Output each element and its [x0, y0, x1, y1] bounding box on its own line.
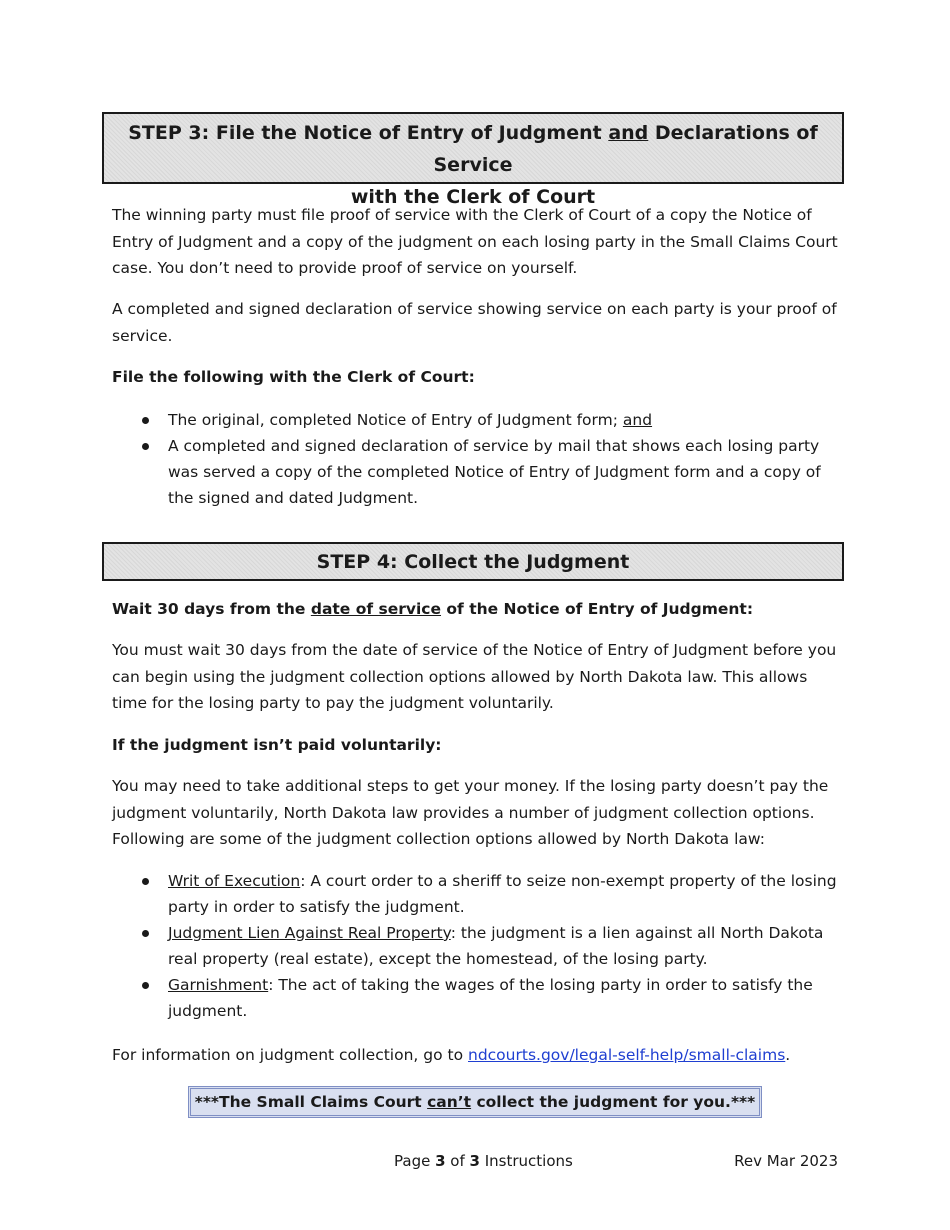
unpaid-paragraph: You may need to take additional steps to get your money. If the losing party doesn’t pay the judgment voluntarily, North Dakota law provides a number of judgment collection options. Following are some of the judgment collection options allowed by North Dakota law: [112, 777, 829, 848]
of-label: of [445, 1152, 470, 1170]
wait-paragraph: You must wait 30 days from the date of service of the Notice of Entry of Judgment before you can begin using the judgment collection options allowed by North Dakota law. This allows time for the losing party to pay the judgment voluntarily. [112, 641, 837, 712]
wait-heading-part2: of the Notice of Entry of Judgment: [441, 600, 754, 618]
step3-paragraph-2: A completed and signed declaration of service showing service on each party is your proof of service. [112, 300, 837, 345]
notice-part2: collect the judgment for you.*** [471, 1093, 756, 1111]
file-list-item-2 [140, 433, 840, 511]
wait-heading [112, 596, 840, 623]
option-judgment-lien [140, 920, 840, 972]
wait-heading-underline: date of service [310, 600, 442, 618]
page-label: Page [394, 1152, 436, 1170]
option-term: Garnishment [168, 976, 269, 994]
step4-title: STEP 4: Collect the Judgment [316, 551, 630, 573]
wait-heading-part1: Wait 30 days from the [112, 600, 311, 618]
step3-title-part1: STEP 3: File the Notice of Entry of Judgment [128, 122, 609, 144]
file-list-item-1 [140, 407, 840, 433]
page-num: 3 [435, 1152, 446, 1170]
step4-header [102, 542, 844, 581]
notice-part1: ***The Small Claims Court [194, 1093, 428, 1111]
option-desc: : The act of taking the wages of the losing party in order to satisfy the judgment. [168, 976, 813, 1020]
option-garnishment [140, 972, 840, 1024]
file-list [140, 407, 840, 511]
step3-paragraph-1: The winning party must file proof of service with the Clerk of Court of a copy the Notice of Entry of Judgment and a copy of the judgment on each losing party in the Small Claims Court case. You don’t need to provide proof of service on yourself. [112, 206, 838, 277]
step3-title-line2: with the Clerk of Court [350, 186, 596, 208]
unpaid-heading: If the judgment isn’t paid voluntarily: [112, 736, 442, 754]
cant-collect-notice [188, 1086, 763, 1118]
page-suffix: Instructions [479, 1152, 573, 1170]
page-total: 3 [469, 1152, 480, 1170]
revision-date: Rev Mar 2023 [734, 1152, 838, 1170]
info-prefix: For information on judgment collection, go to [112, 1046, 468, 1064]
option-term: Writ of Execution [168, 872, 301, 890]
option-desc: : A court order to a sheriff to seize non-exempt property of the losing party in order to satisfy the judgment. [168, 872, 837, 916]
file-following-heading: File the following with the Clerk of Court: [112, 368, 475, 386]
collection-options-list [140, 868, 840, 1024]
notice-underline: can’t [427, 1093, 472, 1111]
info-suffix: . [785, 1046, 791, 1064]
step3-title-part2: Declarations of Service [433, 122, 818, 176]
page-number [394, 1152, 573, 1170]
file-list-item-2-text: A completed and signed declaration of service by mail that shows each losing party was served a copy of the completed Notice of Entry of Judgment form and a copy of the signed and dated Judgment. [168, 437, 821, 507]
small-claims-link[interactable]: ndcourts.gov/legal-self-help/small-claims [468, 1046, 786, 1064]
file-list-item-1-text: The original, completed Notice of Entry of Judgment form; [168, 411, 623, 429]
file-list-item-1-and: and [622, 411, 653, 429]
option-term: Judgment Lien Against Real Property [168, 924, 451, 942]
option-desc: : the judgment is a lien against all North Dakota real property (real estate), except the homestead, of the losing party. [168, 924, 824, 968]
step3-title-and: and [608, 122, 649, 144]
notice-wrapper [0, 1086, 950, 1118]
step3-header [102, 112, 844, 208]
option-writ-of-execution [140, 868, 840, 920]
info-line [112, 1042, 840, 1069]
